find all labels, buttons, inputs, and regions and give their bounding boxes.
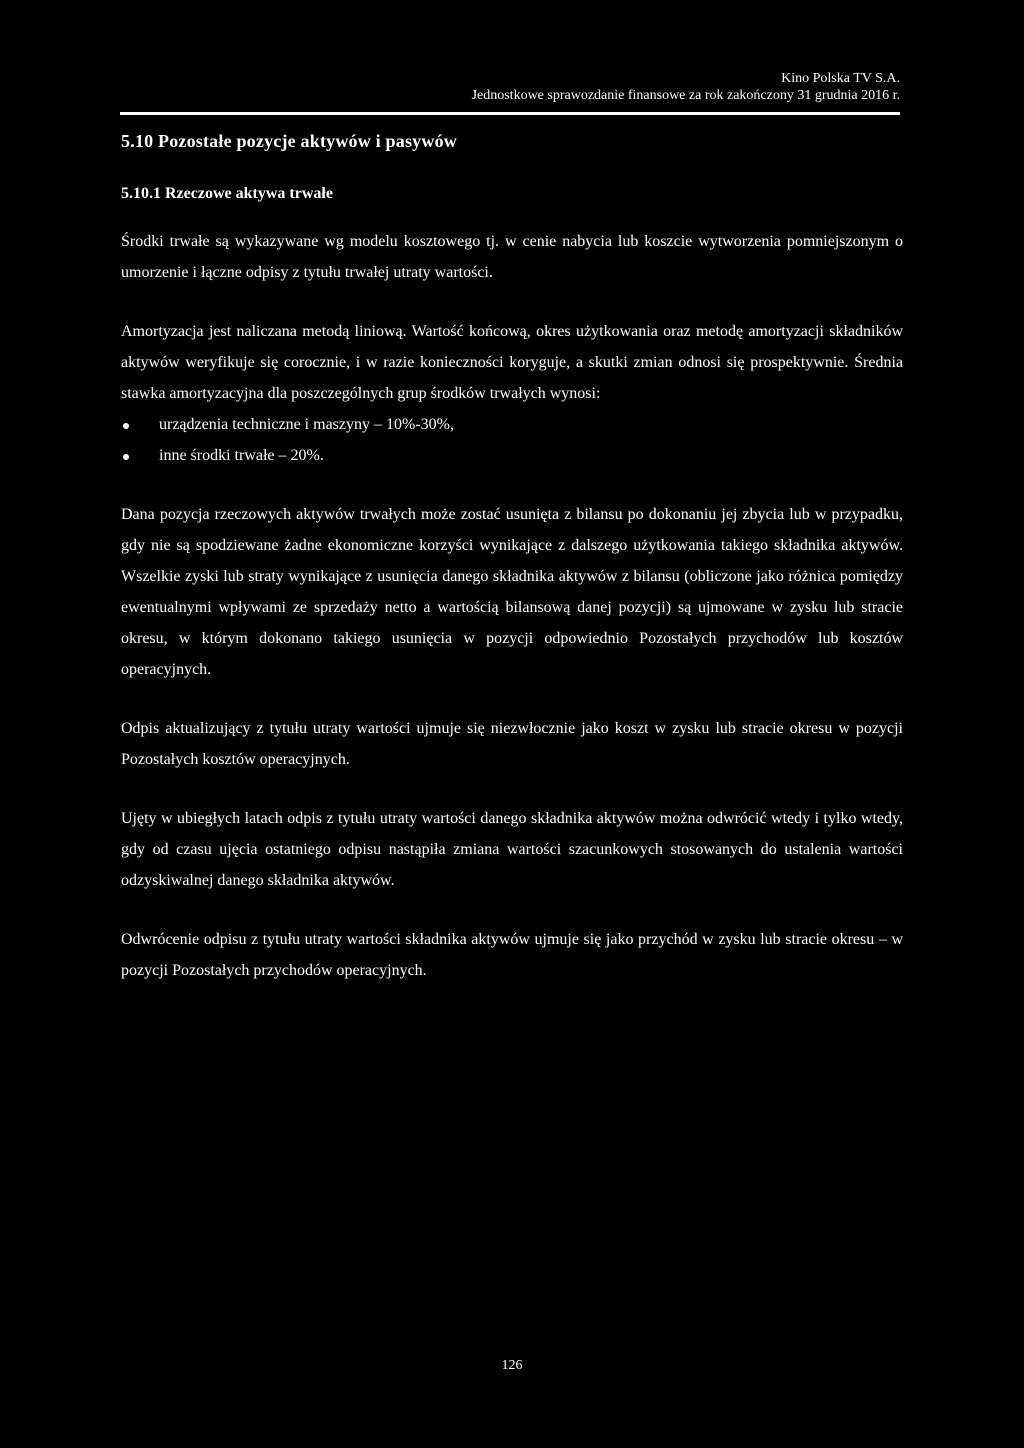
section-title: 5.10 Pozostałe pozycje aktywów i pasywów [121, 131, 457, 151]
bullet-icon [123, 423, 129, 429]
page-header [120, 70, 900, 115]
subsection-title: 5.10.1 Rzeczowe aktywa trwałe [121, 185, 333, 202]
report-title: Jednostkowe sprawozdanie finansowe za rok zakończony 31 grudnia 2016 r. [471, 88, 900, 103]
paragraph: Ujęty w ubiegłych latach odpis z tytułu utraty wartości danego składnika aktywów można odwrócić wtedy i tylko wtedy, gdy od czasu ujęcia ostatniego odpisu nastąpiła zmiana wartości szacunkowych stosowanych do ustalenia wartości odzyskiwalnej danego składnika aktywów. [121, 810, 903, 889]
depreciation-rates-list [121, 409, 903, 471]
list-item-text: urządzenia techniczne i maszyny – 10%-30%, [159, 416, 454, 433]
document-body [121, 128, 903, 1014]
company-name: Kino Polska TV S.A. [781, 71, 900, 86]
paragraph: Dana pozycja rzeczowych aktywów trwałych może zostać usunięta z bilansu po dokonaniu jej zbycia lub w przypadku, gdy nie są spodziewane żadne ekonomiczne korzyści wynikające z dalszego użytkowania takiego składnika aktywów. Wszelkie zyski lub straty wynikające z usunięcia danego składnika aktywów z bilansu (obliczone jako różnica pomiędzy ewentualnymi wpływami ze sprzedaży netto a wartością bilansową danej pozycji) są ujmowane w zysku lub stracie okresu, w którym dokonano takiego usunięcia w pozycji odpowiednio Pozostałych przychodów lub kosztów operacyjnych. [121, 506, 903, 678]
paragraph: Odpis aktualizujący z tytułu utraty wartości ujmuje się niezwłocznie jako koszt w zysku lub stracie okresu w pozycji Pozostałych kosztów operacyjnych. [121, 720, 903, 768]
bullet-icon [123, 454, 129, 460]
page-number: 126 [501, 1358, 523, 1373]
list-item [121, 409, 903, 440]
list-item-text: inne środki trwałe – 20%. [159, 447, 324, 464]
paragraph: Środki trwałe są wykazywane wg modelu kosztowego tj. w cenie nabycia lub koszcie wytworzenia pomniejszonym o umorzenie i łączne odpisy z tytułu trwałej utraty wartości. [121, 233, 903, 281]
paragraph: Odwrócenie odpisu z tytułu utraty wartości składnika aktywów ujmuje się jako przychód w zysku lub stracie okresu – w pozycji Pozostałych przychodów operacyjnych. [121, 931, 903, 979]
paragraph: Amortyzacja jest naliczana metodą liniową. Wartość końcową, okres użytkowania oraz metodę amortyzacji składników aktywów weryfikuje się corocznie, i w razie konieczności koryguje, a skutki zmian odnosi się prospektywnie. Średnia stawka amortyzacyjna dla poszczególnych grup środków trwałych wynosi: [121, 323, 903, 402]
list-item [121, 440, 903, 471]
header-rule [120, 112, 900, 115]
